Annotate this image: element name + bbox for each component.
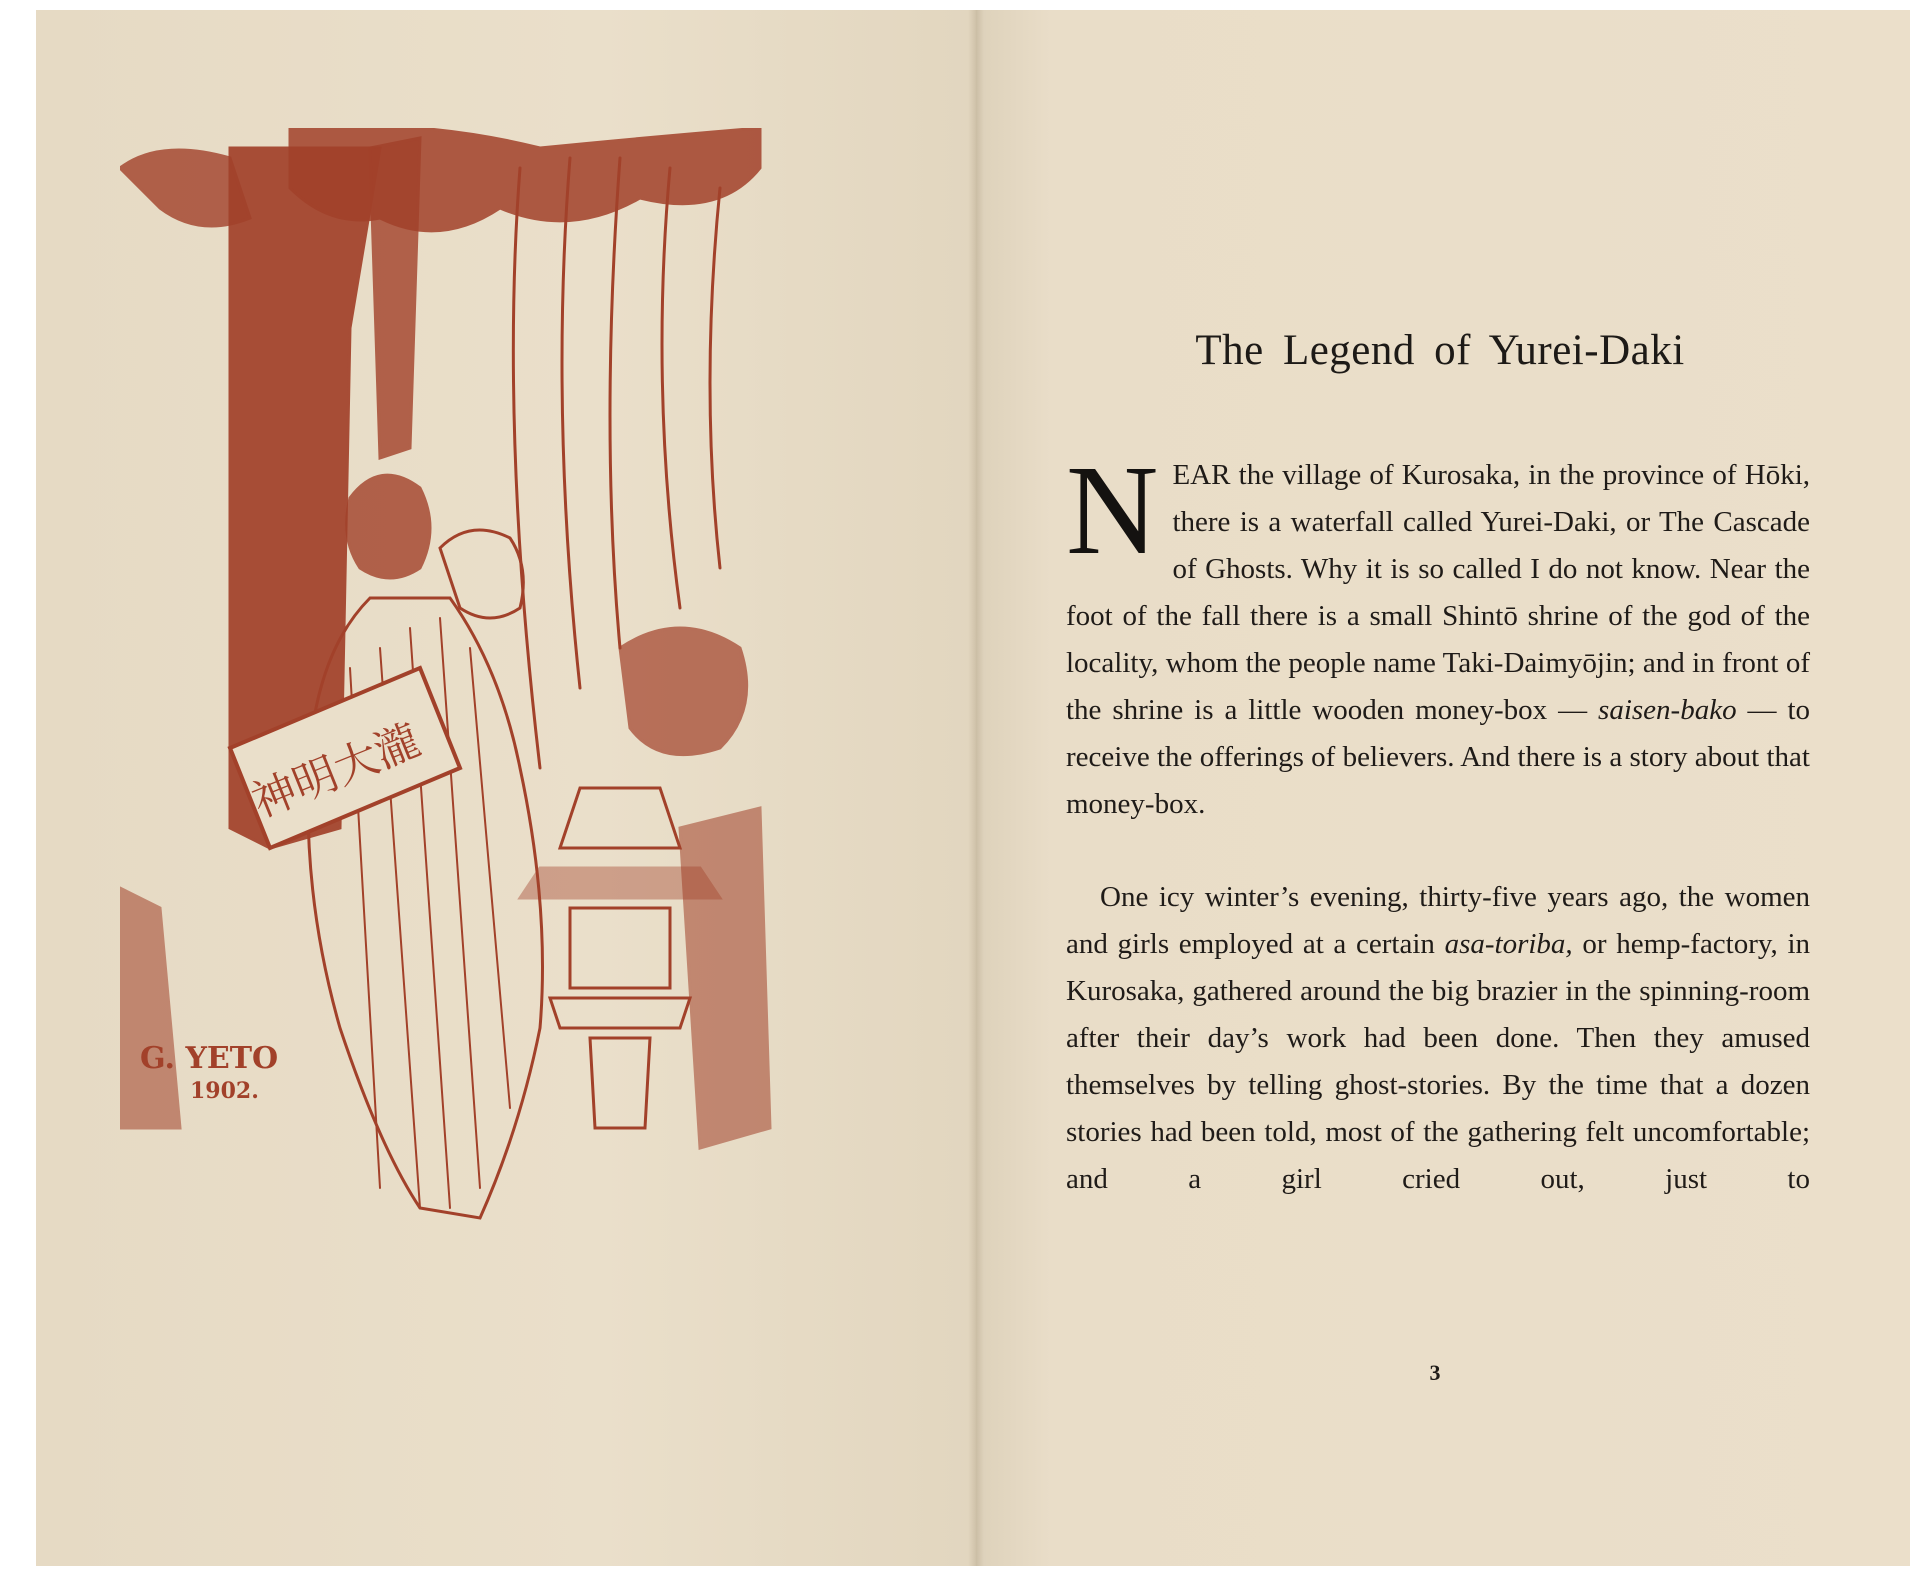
paragraph-1-end: — to receive the offerings of believers. And there is a story about that money-box. (1066, 694, 1811, 820)
illustration-signature-name: G. YETO (140, 1041, 279, 1076)
paragraph-1-text: EAR the village of Kurosaka, in the province of Hōki, there is a waterfall called Yurei-Daki, or The Cascade of Ghosts. Why it is so called I do not know. Near the foot of the fall there is a small Shintō shrine of the god of the locality, whom the people name Taki-Daimyōjin; and in front of the shrine is a little wooden money-box — (1066, 459, 1810, 726)
paragraph-1 (1066, 439, 1811, 828)
paragraph-1-italic: saisen-bako (1598, 694, 1737, 726)
book-gutter (968, 10, 984, 1566)
paragraph-2-italic: asa-toriba, (1444, 928, 1573, 960)
body-text (1066, 439, 1811, 1203)
page-number: 3 (1429, 1360, 1441, 1385)
paragraph-2 (1066, 874, 1810, 1203)
paragraph-2-text: One icy winter’s evening, thirty-five years ago, the women and girls employed at a certain (1066, 881, 1810, 960)
illustration-box-characters: 神明大瀧 (245, 714, 428, 829)
illustration-signature-year: 1902. (190, 1078, 259, 1104)
woodblock-illustration (120, 128, 880, 1388)
paragraph-2-end: or hemp-factory, in Kurosaka, gathered around the big brazier in the spinning-room after their day’s work had been done. Then they amused themselves by telling ghost-stories. By the time that a dozen stories had been told, most of the gathering felt uncomfortable; and a girl cried out, just to (1066, 928, 1811, 1195)
chapter-title: The Legend of Yurei-Daki (1195, 327, 1685, 374)
drop-cap: N (1066, 439, 1159, 581)
